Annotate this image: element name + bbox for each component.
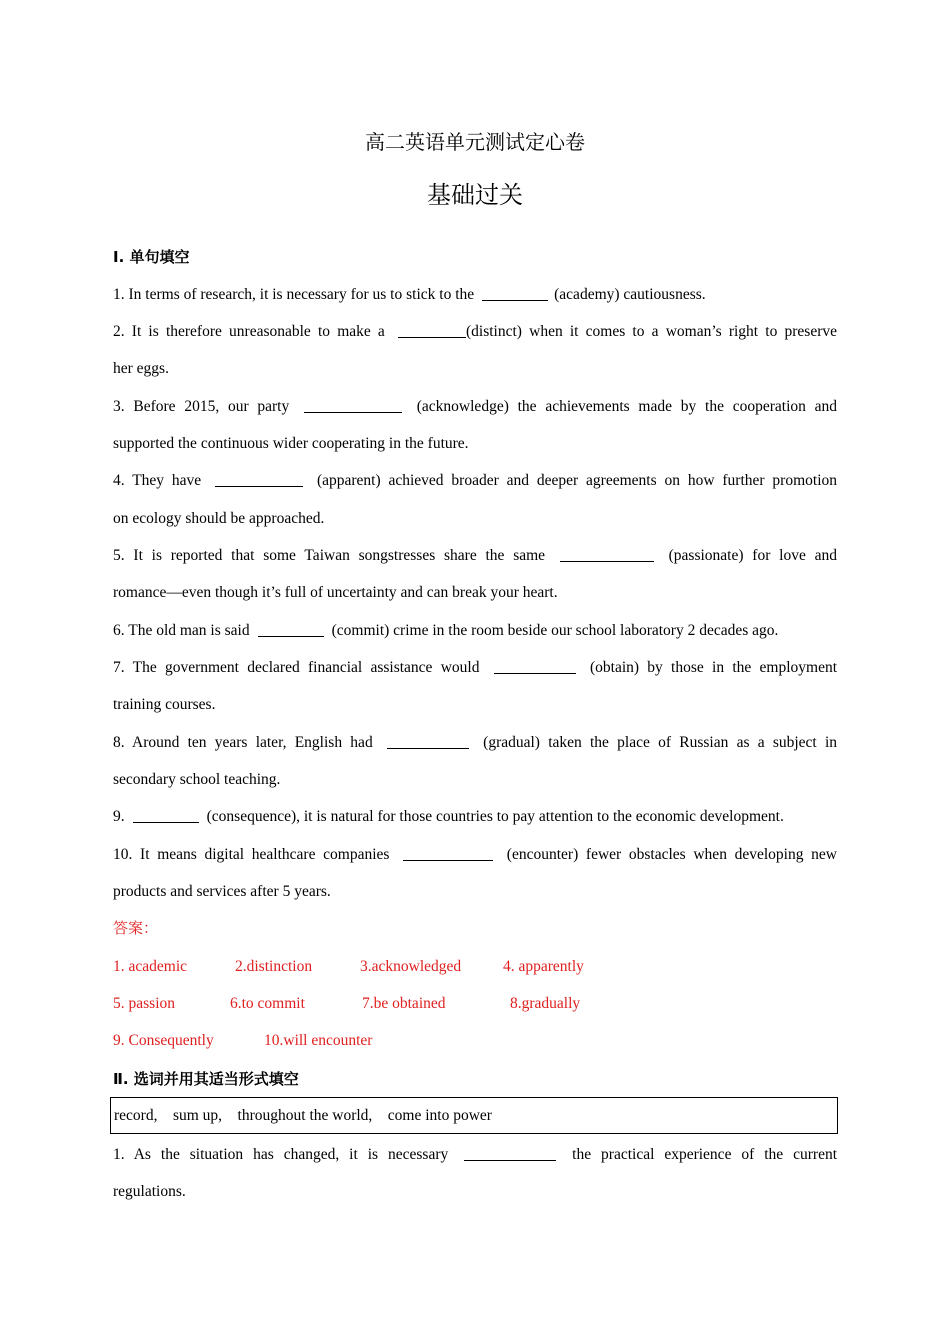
- section1-heading: Ⅰ. 单句填空: [113, 248, 190, 266]
- answer-10: 10.will encounter: [264, 1032, 373, 1049]
- answer-8: 8.gradually: [510, 995, 581, 1012]
- q8-blank[interactable]: [387, 730, 469, 749]
- section2-heading: Ⅱ. 选词并用其适当形式填空: [113, 1070, 299, 1088]
- q7-blank[interactable]: [494, 655, 576, 674]
- q9-text-after: (consequence), it is natural for those countries to pay attention to the economic development.: [206, 808, 784, 825]
- answers-heading: 答案：: [113, 919, 159, 937]
- q2-text-before: 2. It is therefore unreasonable to make a: [113, 323, 385, 340]
- q1-blank[interactable]: [482, 282, 548, 301]
- q5-text-before: 5. It is reported that some Taiwan songstresses share the same: [113, 547, 546, 564]
- q1-text-before: 1. In terms of research, it is necessary for us to stick to the: [113, 286, 475, 303]
- question-5: [113, 537, 837, 574]
- question-10: [113, 836, 837, 873]
- question-4: [113, 462, 837, 499]
- q6-text-after: (commit) crime in the room beside our school laboratory 2 decades ago.: [331, 622, 779, 639]
- answer-1: 1. academic: [113, 958, 188, 975]
- question-2-cont: her eggs.: [113, 360, 169, 377]
- question-6: [113, 612, 837, 649]
- q4-text-after: (apparent) achieved broader and deeper agreements on how further promotion: [316, 472, 838, 489]
- q4-blank[interactable]: [215, 468, 303, 487]
- answer-3: 3.acknowledged: [360, 958, 462, 975]
- q1-text-after: (academy) cautiousness.: [554, 286, 706, 303]
- section2-question-1: [113, 1136, 837, 1173]
- q9-blank[interactable]: [133, 804, 199, 823]
- q8-text-after: (gradual) taken the place of Russian as a subject in: [483, 734, 838, 751]
- document-title: 高二英语单元测试定心卷: [365, 130, 585, 154]
- q7-text-after: (obtain) by those in the employment: [589, 659, 838, 676]
- question-7: [113, 649, 837, 686]
- question-8-cont: secondary school teaching.: [113, 771, 281, 788]
- q5-blank[interactable]: [560, 543, 654, 562]
- document-subtitle: 基础过关: [427, 181, 523, 209]
- q2-blank[interactable]: [398, 319, 466, 338]
- section2-question-1-cont: regulations.: [113, 1183, 186, 1200]
- q3-text-after: (acknowledge) the achievements made by the cooperation and: [416, 398, 838, 415]
- word-bank-box: record, sum up, throughout the world, come into power: [110, 1097, 838, 1134]
- q5-text-after: (passionate) for love and: [668, 547, 837, 564]
- question-7-cont: training courses.: [113, 696, 216, 713]
- answer-7: 7.be obtained: [362, 995, 446, 1012]
- answer-9: 9. Consequently: [113, 1032, 214, 1049]
- answer-5: 5. passion: [113, 995, 175, 1012]
- q4-text-before: 4. They have: [113, 472, 202, 489]
- answer-6: 6.to commit: [230, 995, 305, 1012]
- question-10-cont: products and services after 5 years.: [113, 883, 331, 900]
- question-1: [113, 276, 837, 313]
- q3-blank[interactable]: [304, 394, 402, 413]
- answer-4: 4. apparently: [503, 958, 584, 975]
- q8-text-before: 8. Around ten years later, English had: [113, 734, 373, 751]
- q6-blank[interactable]: [258, 618, 324, 637]
- q3-text-before: 3. Before 2015, our party: [113, 398, 290, 415]
- s2q1-blank[interactable]: [464, 1142, 556, 1161]
- q6-text-before: 6. The old man is said: [113, 622, 250, 639]
- question-3: [113, 388, 837, 425]
- q10-text-before: 10. It means digital healthcare companies: [113, 846, 390, 863]
- answer-2: 2.distinction: [235, 958, 313, 975]
- s2q1-text-before: 1. As the situation has changed, it is necessary: [113, 1146, 449, 1163]
- q10-blank[interactable]: [403, 842, 493, 861]
- q7-text-before: 7. The government declared financial assistance would: [113, 659, 480, 676]
- q9-text-before: 9.: [113, 808, 125, 825]
- q10-text-after: (encounter) fewer obstacles when developing new: [506, 846, 837, 863]
- question-9: [113, 798, 837, 835]
- question-8: [113, 724, 837, 761]
- q2-text-after: (distinct) when it comes to a woman’s right to preserve: [466, 323, 837, 340]
- question-5-cont: romance—even though it’s full of uncertainty and can break your heart.: [113, 584, 558, 601]
- question-3-cont: supported the continuous wider cooperating in the future.: [113, 435, 469, 452]
- question-4-cont: on ecology should be approached.: [113, 510, 325, 527]
- s2q1-text-after: the practical experience of the current: [572, 1146, 838, 1163]
- question-2: [113, 313, 837, 350]
